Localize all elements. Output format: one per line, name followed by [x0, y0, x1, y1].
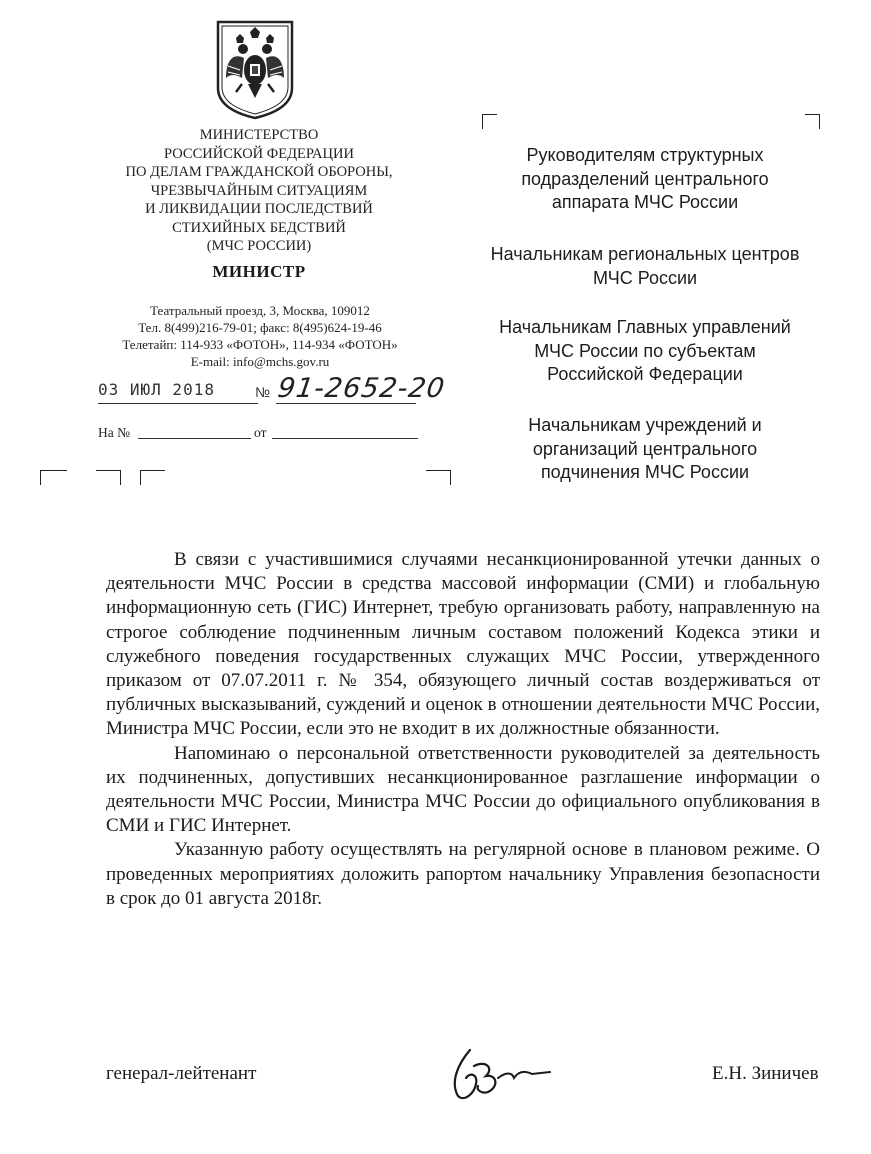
addressee-line: МЧС России	[592, 267, 698, 288]
org-line: (МЧС РОССИИ)	[206, 238, 312, 254]
number-label: №	[255, 384, 271, 400]
ref-from-label: от	[254, 425, 267, 440]
address-line: Театральный проезд, 3, Москва, 109012	[150, 303, 370, 318]
body-paragraph: В связи с участившимися случаями несанкционированной утечки данных о деятельности МЧС России в средства массовой информации (СМИ) и глобальную информационную сеть (ГИС) Интернет, требую организовать работу, направленную на строгое соблюдение подчиненным личным составом положений Кодекса этики и служебного поведения государственных служащих МЧС России, утвержденного приказом от 07.07.2011 г. № 354, обязующего личный состав воздерживаться от публичных высказываний, суждений и оценок в отношении деятельности МЧС России, Министра МЧС России, если это не входит в их должностные обязанности.	[106, 549, 820, 740]
contact-block	[95, 302, 425, 370]
corner-mark	[40, 470, 67, 485]
registration-number: 91-2652-20	[275, 373, 448, 404]
addressee-line: Начальникам учреждений и	[528, 415, 762, 435]
addressee-line: аппарата МЧС России	[551, 192, 739, 212]
body-paragraph: Указанную работу осуществлять на регулярной основе в плановом режиме. О проведенных мероприятиях доложить рапортом начальнику Управления безопасности в срок до 01 августа 2018г.	[106, 839, 820, 909]
addressee-line: Российской Федерации	[547, 364, 743, 384]
ref-number-blank	[138, 438, 251, 439]
addressee-line: организаций центрального	[532, 438, 758, 459]
signer-name: Е.Н. Зиничев	[712, 1063, 819, 1084]
reference-line	[98, 425, 130, 441]
org-line: РОССИЙСКОЙ ФЕДЕРАЦИИ	[164, 145, 354, 162]
corner-mark	[140, 470, 165, 485]
document-title: МИНИСТР	[212, 262, 306, 281]
org-line: ПО ДЕЛАМ ГРАЖДАНСКОЙ ОБОРОНЫ,	[125, 164, 393, 180]
date-underline	[98, 403, 258, 404]
corner-mark	[805, 114, 820, 129]
phone-line: Тел. 8(499)216-79-01; факс: 8(495)624-19-46	[138, 320, 382, 335]
addressee-line: Руководителям структурных	[526, 145, 764, 165]
ref-number-label: На №	[98, 425, 130, 440]
addressee-block	[470, 414, 820, 485]
teletype-line: Телетайп: 114-933 «ФОТОН», 114-934 «ФОТОН»	[122, 337, 398, 352]
org-line: СТИХИЙНЫХ БЕДСТВИЙ	[172, 219, 346, 236]
addressee-line: подчинения МЧС России	[540, 462, 750, 482]
addressee-line: Начальникам региональных центров	[490, 244, 800, 264]
corner-mark	[96, 470, 121, 485]
ref-date-blank	[272, 438, 418, 439]
body-paragraph: Напоминаю о персональной ответственности руководителей за деятельность их подчиненных, допустивших несанкционированное разглашение информации о деятельности МЧС России, Министра МЧС России до официального опубликования в СМИ и ГИС Интернет.	[106, 742, 820, 837]
organization-name	[100, 126, 418, 256]
email-line: E-mail: info@mchs.gov.ru	[190, 354, 330, 369]
corner-mark	[482, 114, 497, 129]
addressee-line: подразделений центрального	[521, 168, 769, 189]
org-line: МИНИСТЕРСТВО	[199, 127, 319, 143]
addressee-block	[470, 316, 820, 387]
coat-of-arms-emblem	[212, 18, 298, 120]
addressee-block	[470, 144, 820, 215]
document-date-stamp: 03 ИЮЛ 2018	[98, 380, 215, 399]
addressee-block	[470, 243, 820, 290]
addressee-line: МЧС России по субъектам	[534, 340, 756, 361]
signer-rank: генерал-лейтенант	[106, 1063, 257, 1084]
org-line: И ЛИКВИДАЦИИ ПОСЛЕДСТВИЙ	[145, 201, 373, 217]
corner-mark	[426, 470, 451, 485]
handwritten-signature	[440, 1042, 570, 1104]
number-underline	[276, 403, 416, 404]
addressee-line: Начальникам Главных управлений	[499, 317, 791, 337]
letter-body	[106, 548, 820, 911]
org-line: ЧРЕЗВЫЧАЙНЫМ СИТУАЦИЯМ	[150, 182, 368, 199]
